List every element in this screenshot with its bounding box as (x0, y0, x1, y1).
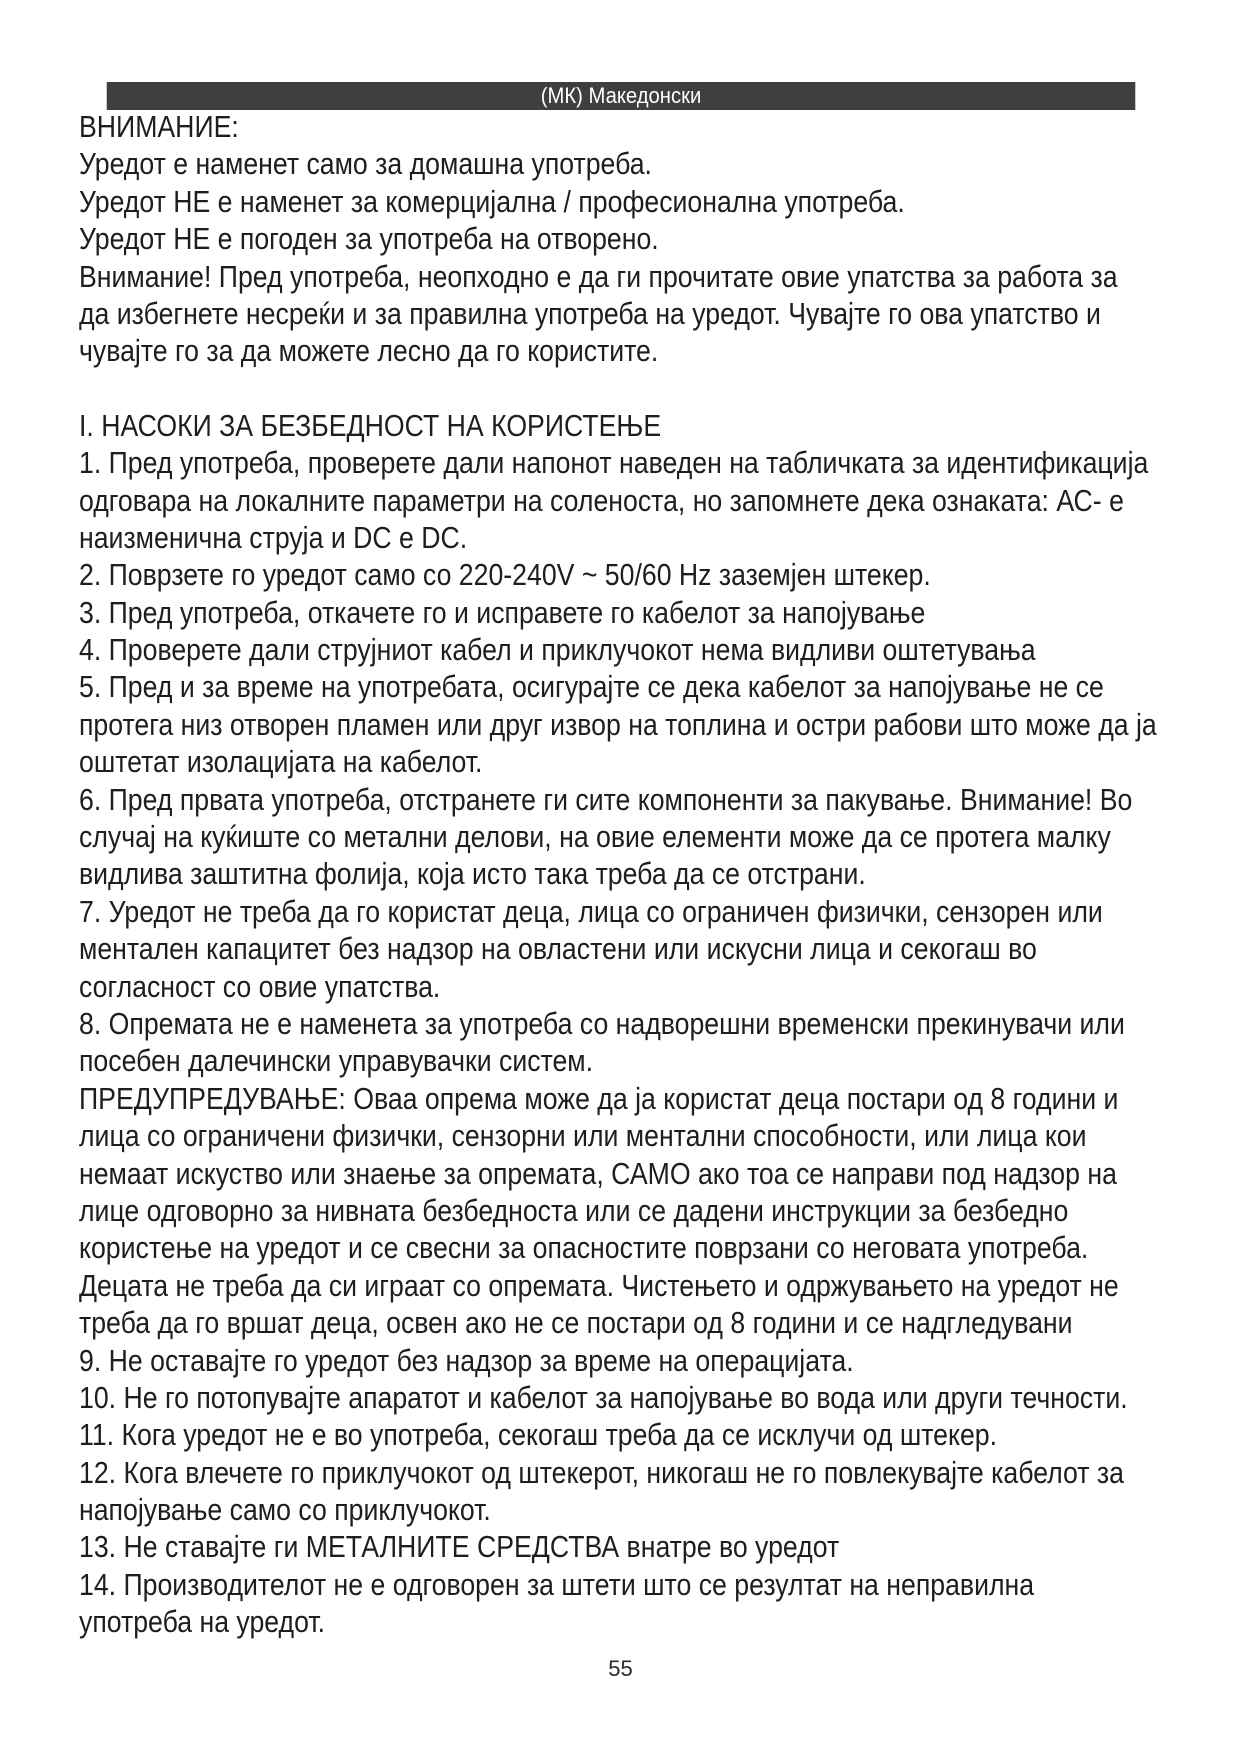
instruction-line: користење на уредот и се свесни за опасностите поврзани со неговата употреба. (79, 1230, 1089, 1266)
language-header-bar: (МК) Македонски (107, 82, 1136, 110)
instruction-line: видлива заштитна фолија, која исто така треба да се отстрани. (79, 856, 866, 892)
instruction-line: согласност со овие упатства. (79, 968, 441, 1004)
instruction-line: 9. Не оставајте го уредот без надзор за време на операцијата. (79, 1342, 854, 1378)
section-heading: I. НАСОКИ ЗА БЕЗБЕДНОСТ НА КОРИСТЕЊЕ (79, 407, 662, 443)
instruction-line: 13. Не ставајте ги МЕТАЛНИТЕ СРЕДСТВА внатре во уредот (79, 1529, 840, 1565)
attention-line: Уредот е наменет само за домашна употреба. (79, 146, 652, 182)
instruction-line: лица со ограничени физички, сензорни или ментални способности, или лица кои (79, 1118, 1087, 1154)
attention-line: чувајте го за да можете лесно да го користите. (79, 333, 659, 369)
page-number: 55 (608, 1656, 633, 1681)
instruction-line: 3. Пред употреба, откачете го и исправете го кабелот за напојување (79, 594, 926, 630)
instruction-line: употреба на уредот. (79, 1604, 325, 1640)
instruction-line: ментален капацитет без надзор на овластени или искусни лица и секогаш во (79, 931, 1037, 967)
instruction-line: протега низ отворен пламен или друг извор на топлина и остри рабови што може да ја (79, 706, 1157, 742)
instruction-line: 14. Производителот не е одговорен за штети што се резултат на неправилна (79, 1566, 1035, 1602)
instruction-line: 4. Проверете дали струјниот кабел и приклучокот нема видливи оштетувања (79, 632, 1036, 668)
instruction-line: 1. Пред употреба, проверете дали напонот наведен на табличката за идентификација (79, 445, 1149, 481)
instruction-line: оштетат изолацијата на кабелот. (79, 744, 483, 780)
instruction-line: 2. Поврзете го уредот само со 220-240V ~ 50/60 Hz заземјен штекер. (79, 557, 931, 593)
instruction-line: Децата не треба да си играат со опремата. Чистењето и одржувањето на уредот не (79, 1267, 1119, 1303)
instruction-line: 8. Опремата не е наменета за употреба со надворешни временски прекинувачи или (79, 1005, 1125, 1041)
attention-line: Внимание! Пред употреба, неопходно е да ги прочитате овие упатства за работа за (79, 258, 1118, 294)
attention-line: Уредот НЕ е погоден за употреба на отворено. (79, 221, 659, 257)
attention-paragraph (79, 145, 1241, 369)
page-content (79, 108, 1241, 1641)
instruction-line: наизменична струја и DC е DC. (79, 519, 468, 555)
instruction-line: одговара на локалните параметри на соленоста, но запомнете дека ознаката: АС- е (79, 482, 1124, 518)
instruction-line: ПРЕДУПРЕДУВАЊЕ: Оваа опрема може да ја користат деца постари од 8 години и (79, 1080, 1119, 1116)
safety-instructions-list (79, 444, 1241, 1641)
instruction-line: 5. Пред и за време на употребата, осигурајте се дека кабелот за напојување не се (79, 669, 1104, 705)
attention-title: ВНИМАНИЕ: (79, 109, 239, 144)
attention-line: Уредот НЕ е наменет за комерцијална / професионална употреба. (79, 183, 905, 219)
attention-line: да избегнете несреќи и за правилна употреба на уредот. Чувајте го ова упатство и (79, 295, 1101, 331)
instruction-line: напојување само со приклучокот. (79, 1492, 491, 1528)
instruction-line: 11. Кога уредот не е во употреба, секогаш треба да се исклучи од штекер. (79, 1417, 998, 1453)
instruction-line: лице одговорно за нивната безбедноста или се дадени инструкции за безбедно (79, 1192, 1069, 1228)
instruction-line: 7. Уредот не треба да го користат деца, лица со ограничен физички, сензорен или (79, 893, 1103, 929)
instruction-line: 6. Пред првата употреба, отстранете ги сите компоненти за пакување. Внимание! Во (79, 781, 1133, 817)
instruction-line: 12. Кога влечете го приклучокот од штекерот, никогаш не го повлекувајте кабелот за (79, 1454, 1124, 1490)
instruction-line: 10. Не го потопувајте апаратот и кабелот за напојување во вода или други течности. (79, 1379, 1128, 1415)
instruction-line: посебен далечински управувачки систем. (79, 1043, 594, 1079)
instruction-line: немаат искуство или знаење за опремата, САМО ако тоа се направи под надзор на (79, 1155, 1117, 1191)
instruction-line: треба да го вршат деца, освен ако не се постари од 8 години и се надгледувани (79, 1305, 1073, 1341)
instruction-line: случај на куќиште со метални делови, на овие елементи може да се протега малку (79, 819, 1111, 855)
